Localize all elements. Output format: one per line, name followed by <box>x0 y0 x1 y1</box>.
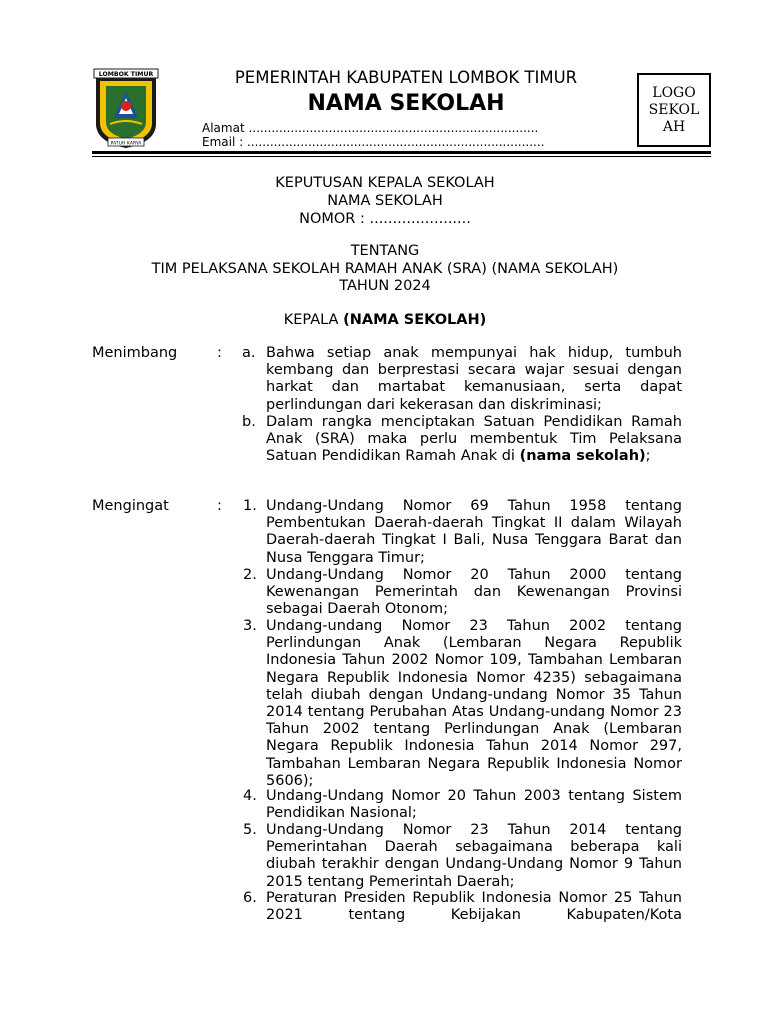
government-name: PEMERINTAH KABUPATEN LOMBOK TIMUR <box>234 68 578 87</box>
decree-authority <box>92 311 678 329</box>
school-name-title: NAMA SEKOLAH <box>307 91 505 116</box>
mengingat-marker-5: 5. <box>243 822 257 838</box>
menimbang-item-a: Bahwa setiap anak mempunyai hak hidup, tumbuh kembang dan berprestasi secara wajar sesuai dengan harkat dan martabat kemanusiaan, serta dapat perlindungan dari kekerasan dan diskriminasi; <box>266 345 682 413</box>
logo-placeholder-text: LOGO SEKOLAH <box>648 84 700 135</box>
mengingat-label: Mengingat <box>92 498 169 514</box>
mengingat-item-5: Undang-Undang Nomor 23 Tahun 2014 tentang Pemerintahan Daerah sebagaimana beberapa kali diubah terakhir dengan Undang-Undang Nomor 9 Tahun 2015 tentang Pemerintah Daerah; <box>266 822 682 890</box>
school-logo-placeholder <box>637 73 711 147</box>
menimbang-colon: : <box>217 345 222 361</box>
mengingat-item-3: Undang-undang Nomor 23 Tahun 2002 tentang Perlindungan Anak (Lembaran Negara Republik Indonesia Tahun 2002 Nomor 109, Tambahan Lembaran Negara Republik Indonesia Nomor 4235) sebagaimana telah diubah dengan Undang-undang Nomor 35 Tahun 2014 tentang Perubahan Atas Undang-undang Nomor 23 Tahun 2002 tentang Perlindungan Anak (Lembaran Negara Republik Indonesia Tahun 2014 Nomor 297, Tambahan Lembaran Negara Republik Indonesia Nomor 5606); <box>266 618 682 789</box>
menimbang-item-b-text: Dalam rangka menciptakan Satuan Pendidikan Ramah Anak (SRA) maka perlu membentuk Tim Pelaksana Satuan Pendidikan Ramah Anak di <box>266 414 682 465</box>
letterhead-rule-thin <box>92 156 711 157</box>
menimbang-item-b-bold: (nama sekolah) <box>519 448 646 465</box>
mengingat-marker-6: 6. <box>243 890 257 906</box>
decree-number: NOMOR : ...................... <box>299 211 471 227</box>
authority-school-bold: (NAMA SEKOLAH) <box>343 312 487 328</box>
mengingat-colon: : <box>217 498 222 514</box>
regency-emblem <box>92 68 160 150</box>
decree-title: KEPUTUSAN KEPALA SEKOLAH <box>275 175 495 191</box>
emblem-banner-text: LOMBOK TIMUR <box>98 71 154 78</box>
mengingat-marker-2: 2. <box>243 567 257 583</box>
address-line: Alamat ............................................................................ <box>202 121 539 135</box>
decree-school-name: NAMA SEKOLAH <box>327 193 443 209</box>
authority-prefix: KEPALA <box>283 312 344 328</box>
menimbang-label: Menimbang <box>92 345 178 361</box>
decree-year: TAHUN 2024 <box>339 278 431 294</box>
mengingat-item-4: Undang-Undang Nomor 20 Tahun 2003 tentang Sistem Pendidikan Nasional; <box>266 788 682 822</box>
menimbang-marker-a: a. <box>242 345 256 361</box>
emblem-motto-text: PATUH KARYA <box>110 141 142 147</box>
mengingat-marker-3: 3. <box>243 618 257 634</box>
mengingat-marker-1: 1. <box>243 498 257 514</box>
mengingat-item-1: Undang-Undang Nomor 69 Tahun 1958 tentang Pembentukan Daerah-daerah Tingkat II dalam Wilayah Daerah-daerah Tingkat I Bali, Nusa Tenggara Barat dan Nusa Tenggara Timur; <box>266 498 682 566</box>
decree-about: TENTANG <box>350 243 420 259</box>
menimbang-item-b <box>266 414 682 466</box>
email-line: Email : .............................................................................. <box>202 135 545 149</box>
mengingat-item-6: Peraturan Presiden Republik Indonesia Nomor 25 Tahun 2021 tentang Kebijakan Kabupaten/Kota <box>266 890 682 924</box>
mengingat-item-2: Undang-Undang Nomor 20 Tahun 2000 tentang Kewenangan Pemerintah dan Kewenangan Provinsi sebagai Daerah Otonom; <box>266 567 682 618</box>
menimbang-item-b-tail: ; <box>645 448 651 465</box>
decree-subject: TIM PELAKSANA SEKOLAH RAMAH ANAK (SRA) (NAMA SEKOLAH) <box>151 261 619 277</box>
menimbang-marker-b: b. <box>242 414 256 430</box>
letterhead-rule-thick <box>92 151 711 154</box>
mengingat-marker-4: 4. <box>243 788 257 804</box>
